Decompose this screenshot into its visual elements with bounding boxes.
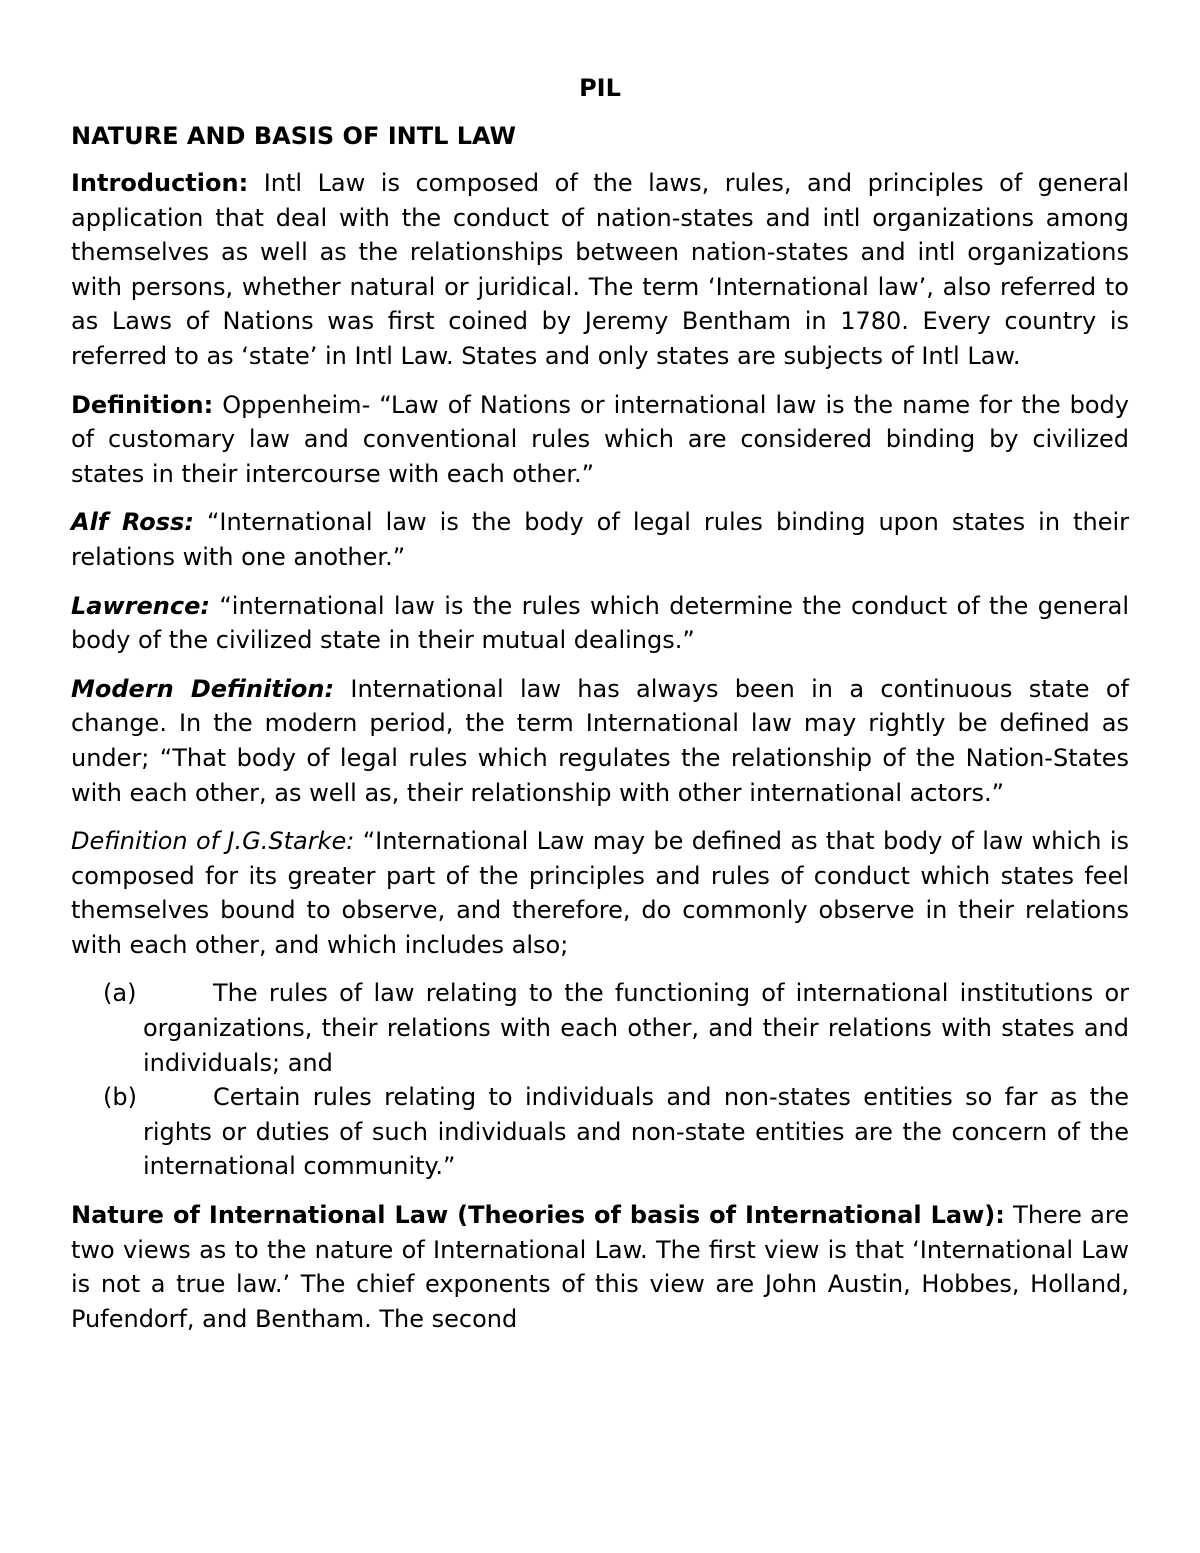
modern-definition-text: International law has always been in a continuous state of change. In the modern period, the term International law may rightly be defined as under; “That body of legal rules which regulates the relationship of the Nation-States with each other, as well as, their relationship with other international actors.” — [71, 674, 1129, 807]
list-marker: (b) — [103, 1083, 137, 1112]
section-heading: NATURE AND BASIS OF INTL LAW — [71, 122, 516, 150]
starke-paragraph — [71, 824, 1129, 962]
modern-definition-label: Modern Definition: — [71, 674, 335, 703]
nature-text: There are two views as to the nature of International Law. The first view is that ‘International Law is not a true law.’ The chief exponents of this view are John Austin, Hobbes, Holland, Pufendorf, and Bentham. The second — [71, 1201, 1129, 1333]
starke-label: Definition of J.G.Starke: — [71, 827, 355, 856]
lawrence-paragraph — [71, 589, 1129, 658]
alf-ross-label: Alf Ross: — [71, 508, 194, 537]
list-item-text: The rules of law relating to the functioning of international institutions or organizations, their relations with each other, and their relations with states and individuals; and — [143, 979, 1129, 1077]
introduction-label: Introduction: — [71, 169, 249, 197]
introduction-paragraph — [71, 166, 1129, 374]
starke-text: “International Law may be defined as that body of law which is composed for its greater part of the principles and rules of conduct which states feel themselves bound to observe, and therefore, do commonly observe in their relations with each other, and which includes also; — [71, 827, 1129, 959]
nature-label: Nature of International Law (Theories of basis of International Law): — [71, 1201, 1005, 1230]
lawrence-label: Lawrence: — [71, 591, 210, 620]
modern-definition-paragraph — [71, 672, 1129, 810]
list-marker: (a) — [103, 979, 137, 1008]
document-title: PIL — [579, 74, 621, 102]
lawrence-text: “international law is the rules which determine the conduct of the general body of the civilized state in their mutual dealings.” — [71, 591, 1129, 655]
nature-paragraph — [71, 1198, 1129, 1336]
list-item — [71, 1080, 1129, 1184]
definition-paragraph — [71, 388, 1129, 492]
definition-label: Definition: — [71, 390, 214, 419]
introduction-text: Intl Law is composed of the laws, rules, and principles of general application that deal with the conduct of nation-states and intl organizations among themselves as well as the relationships between nation-states and intl organizations with persons, whether natural or juridical. The term ‘International law’, also referred to as Laws of Nations was first coined by Jeremy Bentham in 1780. Every country is referred to as ‘state’ in Intl Law. States and only states are subjects of Intl Law. — [71, 169, 1129, 370]
definition-text: Oppenheim- “Law of Nations or international law is the name for the body of customary law and conventional rules which are considered binding by civilized states in their intercourse with each other.” — [71, 390, 1129, 488]
starke-list — [71, 976, 1129, 1184]
list-item — [71, 976, 1129, 1080]
alf-ross-text: “International law is the body of legal rules binding upon states in their relations with one another.” — [71, 508, 1130, 571]
list-item-text: Certain rules relating to individuals and non-states entities so far as the rights or duties of such individuals and non-state entities are the concern of the international community.” — [143, 1083, 1129, 1181]
alf-ross-paragraph — [71, 505, 1129, 574]
document-page — [71, 68, 1129, 1336]
